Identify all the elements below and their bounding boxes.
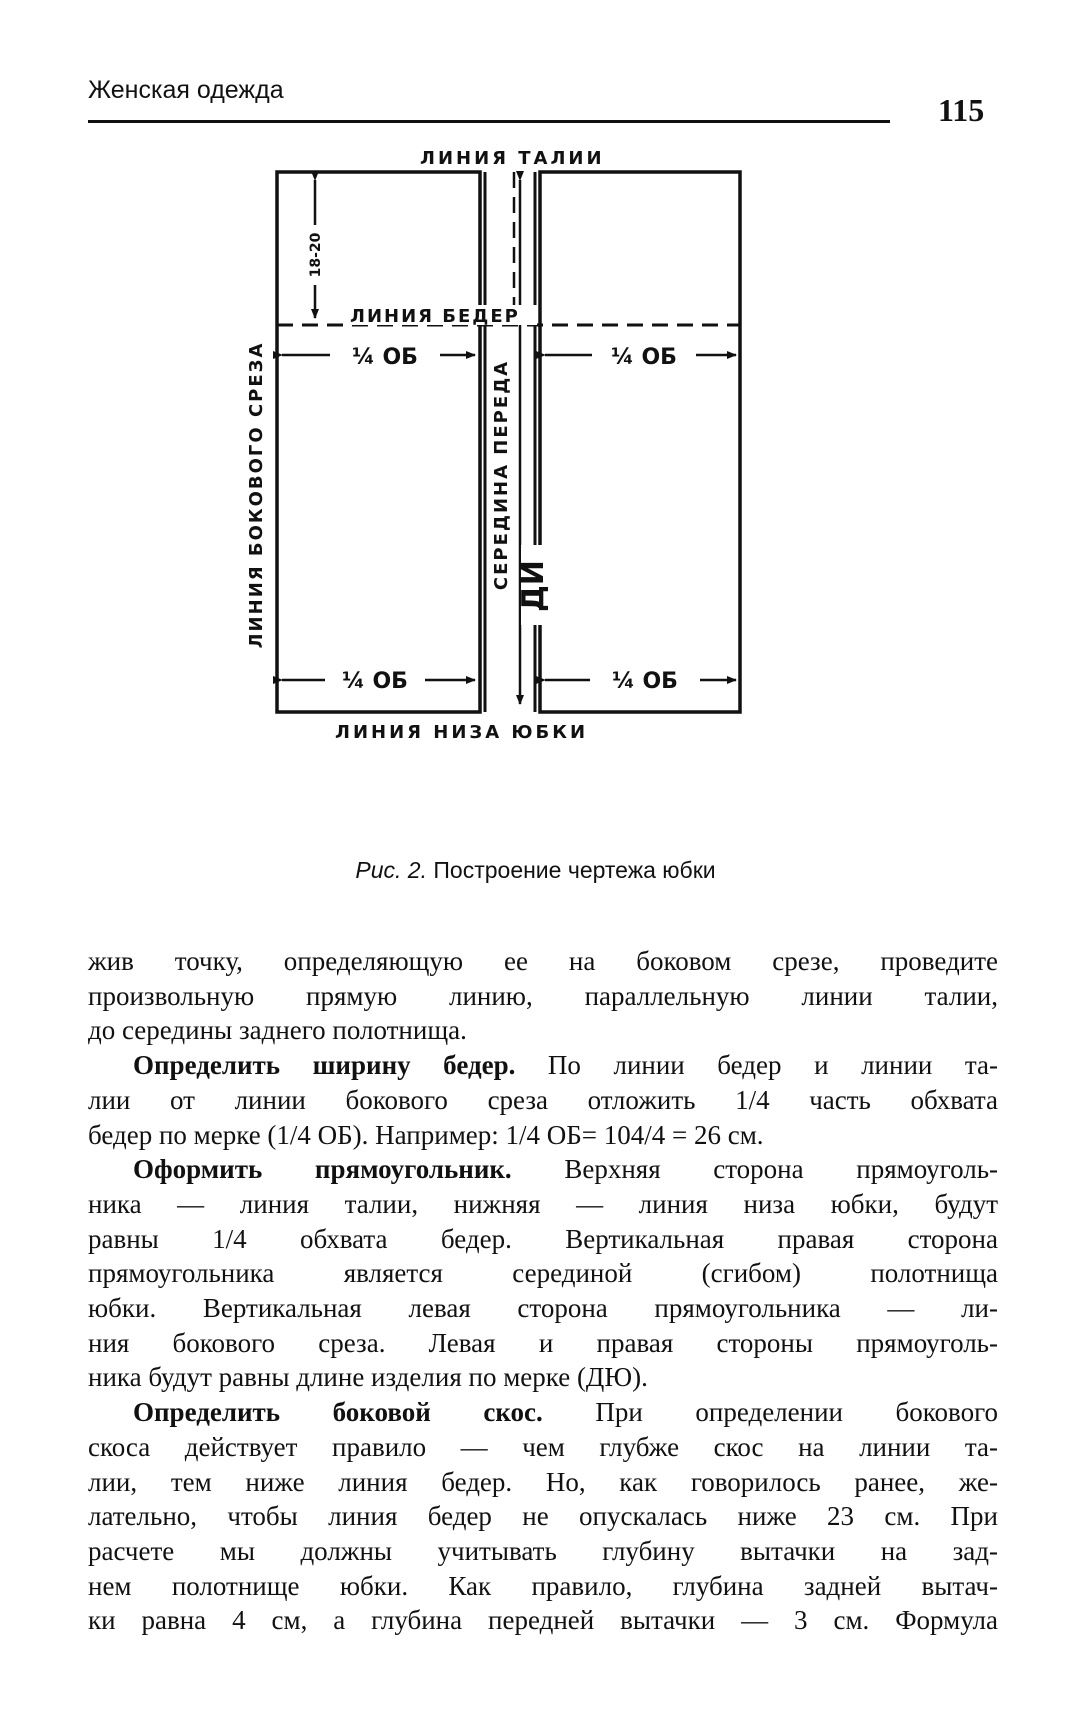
length-label: ДИ [516,560,551,612]
text-span: При определении бокового [595,1397,998,1428]
quarter-label-br: ¼ ОБ [612,669,678,694]
skirt-draft-figure [246,148,840,830]
figure-caption-text: Построение чертежа юбки [433,857,716,883]
center-front-label: СЕРЕДИНА ПЕРЕДА [491,359,512,591]
skirt-draft-drawing [246,148,840,830]
text-line: до середины заднего полотнища. [88,1015,467,1046]
hem-line-label: ЛИНИЯ НИЗА ЮБКИ [335,722,589,743]
text-line: ния бокового среза. Левая и правая стороны прямоуголь- [88,1327,998,1358]
text-line: юбки. Вертикальная левая сторона прямоугольника — ли- [88,1293,998,1324]
text-line: расчете мы должны учитывать глубину вытачки на зад- [88,1535,998,1566]
text-line: лательно, чтобы линия бедер не опускалась ниже 23 см. При [88,1501,998,1532]
quarter-label-tl: ¼ ОБ [352,345,418,370]
text-line [88,1152,998,1187]
text-line: жив точку, определяющую ее на боковом срезе, проведите [88,946,998,976]
text-line: ника будут равны длине изделия по мерке (ДЮ). [88,1362,648,1393]
text-span: Верхняя сторона прямоуголь- [564,1154,998,1185]
figure-caption-label: Рис. 2. [355,857,427,883]
page-number: 115 [938,92,985,128]
text-line [88,1048,998,1083]
text-line: лии от линии бокового среза отложить 1/4 часть обхвата [88,1084,998,1115]
paragraph-heading: Определить ширину бедер. [133,1050,516,1081]
body-text [88,944,998,1638]
text-span: По линии бедер и линии та- [547,1050,999,1081]
running-header-title: Женская одежда [88,76,284,104]
quarter-label-bl: ¼ ОБ [342,669,408,694]
text-line: лии, тем ниже линия бедер. Но, как говорилось ранее, же- [88,1466,998,1497]
text-line: произвольную прямую линию, параллельную линии талии, [88,980,998,1011]
hip-line-label: ЛИНИЯ БЕДЕР [350,306,520,327]
right-panel-rect [540,172,740,712]
side-seam-label: ЛИНИЯ БОКОВОГО СРЕЗА [246,341,267,649]
header-rule [88,120,890,123]
paragraph-heading: Оформить прямоугольник. [133,1154,512,1185]
paragraph-heading: Определить боковой скос. [133,1397,543,1428]
text-line: бедер по мерке (1/4 ОБ). Например: 1/4 ОБ= 104/4 = 26 см. [88,1119,764,1150]
text-line: скоса действует правило — чем глубже скос на линии та- [88,1431,998,1462]
text-line: ки равна 4 см, а глубина передней вытачки — 3 см. Формула [88,1605,998,1636]
text-line [88,1395,998,1430]
text-line: прямоугольника является серединой (сгибом) полотнища [88,1258,998,1289]
text-line: равны 1/4 обхвата бедер. Вертикальная правая сторона [88,1223,998,1254]
text-line: нем полотнище юбки. Как правило, глубина задней вытач- [88,1570,998,1601]
quarter-label-tr: ¼ ОБ [611,345,677,370]
hip-depth-label: 18-20 [308,232,324,278]
figure-caption [0,857,1071,884]
waist-line-label: ЛИНИЯ ТАЛИИ [420,148,605,169]
text-line: ника — линия талии, нижняя — линия низа юбки, будут [88,1188,998,1219]
